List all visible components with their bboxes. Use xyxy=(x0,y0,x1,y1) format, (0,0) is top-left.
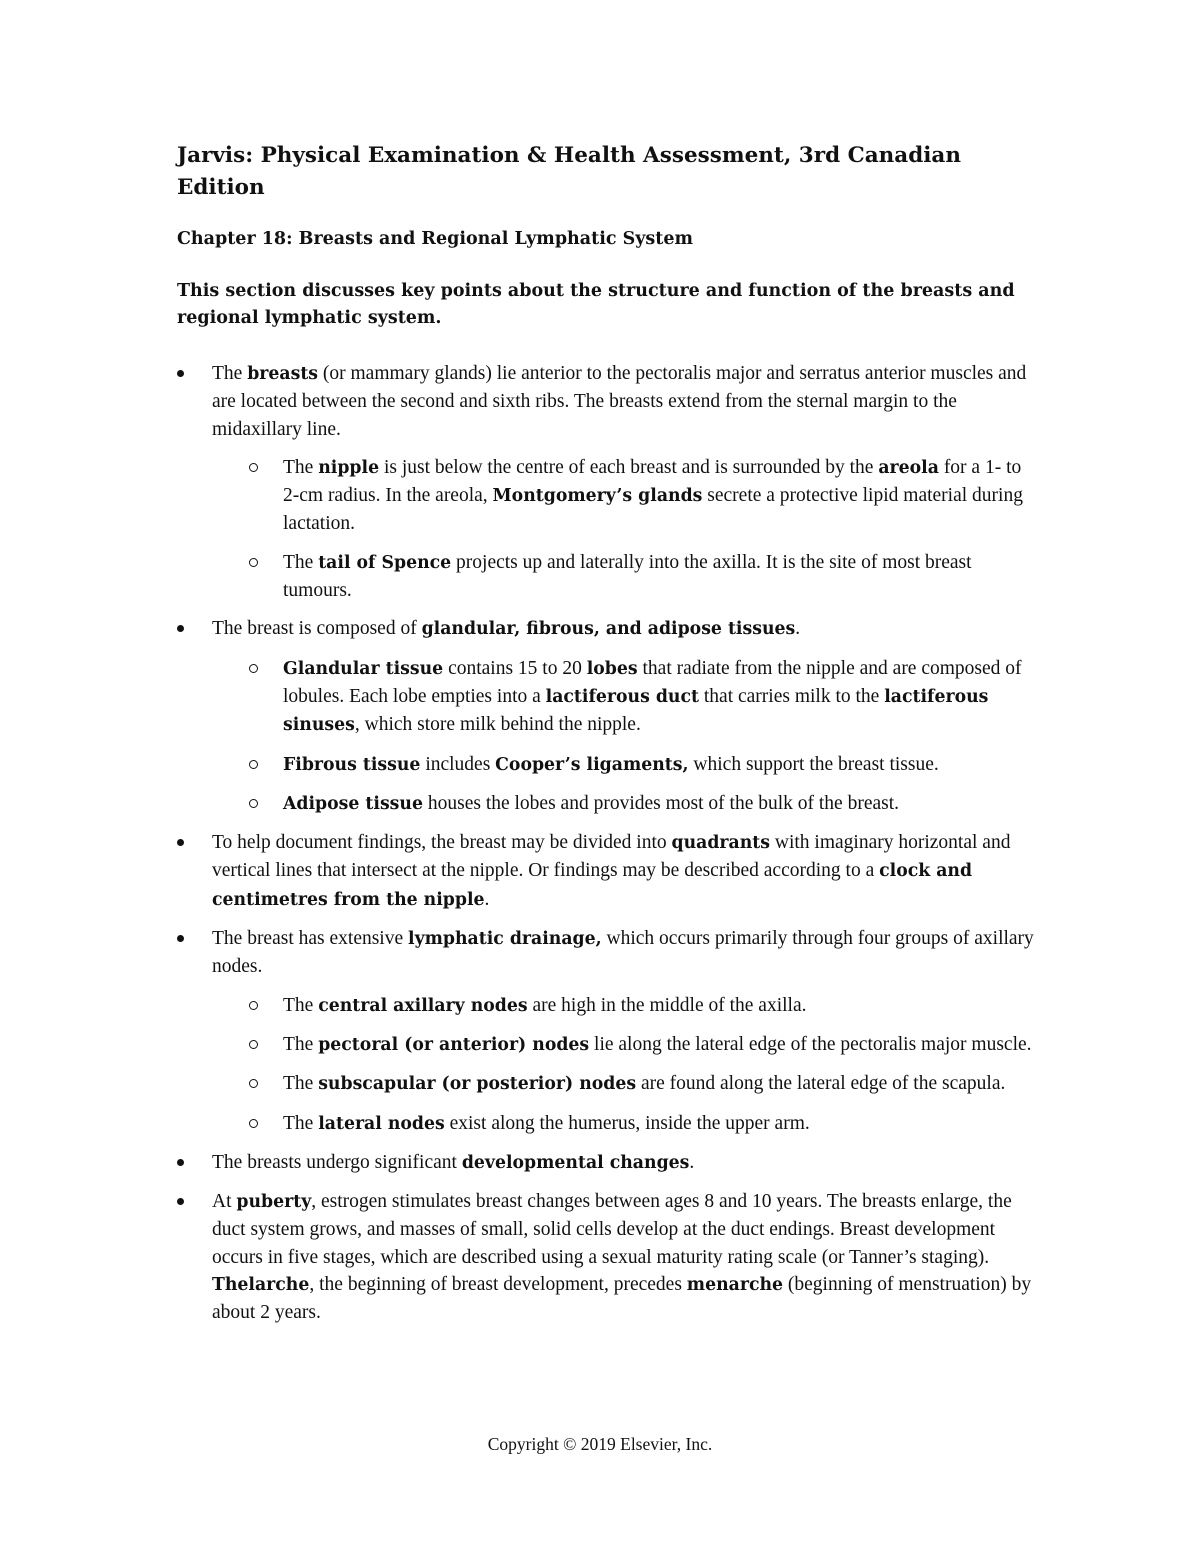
list-item-text xyxy=(212,1191,1031,1323)
bold-term: puberty xyxy=(236,1192,312,1213)
text-run: , the beginning of breast development, precedes xyxy=(309,1274,687,1296)
sub-list-item-text xyxy=(283,655,1037,740)
bold-term: Fibrous tissue xyxy=(283,754,421,775)
bold-term: lobes xyxy=(586,658,638,679)
text-run: projects up and laterally into the axilla. It is the site of most breast tumours. xyxy=(283,551,972,602)
bold-term: Glandular tissue xyxy=(283,658,444,679)
list-item-text xyxy=(212,928,1034,977)
text-run: with imaginary horizontal and vertical lines that intersect at the nipple. Or findings may be described according to a xyxy=(212,832,1011,882)
bold-term: Cooper’s ligaments, xyxy=(495,754,689,775)
text-run: The xyxy=(283,994,319,1016)
bold-term: central axillary nodes xyxy=(318,995,528,1016)
bold-term: lateral nodes xyxy=(318,1113,445,1134)
bullet-circle-icon xyxy=(249,1001,258,1010)
copyright-footer: Copyright © 2019 Elsevier, Inc. xyxy=(487,1434,713,1454)
list-item xyxy=(177,1149,1037,1177)
list-item xyxy=(177,925,1037,1138)
sub-list-item-text xyxy=(283,790,1037,818)
text-run: (or mammary glands) lie anterior to the pectoralis major and serratus anterior muscles and are located between the second and sixth ribs. The breasts extend from the sternal margin to the midaxillary line. xyxy=(212,363,1027,440)
text-run: houses the lobes and provides most of the bulk of the breast. xyxy=(422,792,900,814)
bold-term: pectoral (or anterior) nodes xyxy=(318,1034,590,1055)
bold-term: tail of Spence xyxy=(318,552,452,573)
text-run: exist along the humerus, inside the upper arm. xyxy=(444,1112,810,1134)
list-item-text xyxy=(212,363,1026,440)
bullet-circle-icon xyxy=(249,558,258,567)
list-item xyxy=(177,1188,1037,1326)
text-run: . xyxy=(484,888,490,910)
document-page xyxy=(177,140,1037,1338)
list-item xyxy=(177,829,1037,914)
text-run: lie along the lateral edge of the pectoralis major muscle. xyxy=(589,1033,1032,1055)
text-run: for a 1- to 2-cm radius. In the areola, xyxy=(283,456,1022,507)
sub-list-item-text xyxy=(283,751,1037,779)
bold-term: Montgomery’s glands xyxy=(492,486,703,507)
sub-list-item xyxy=(177,751,1037,779)
sub-list-item xyxy=(177,992,1037,1020)
text-run: To help document findings, the breast may be divided into xyxy=(212,832,672,854)
text-run: includes xyxy=(420,753,496,775)
sub-list-item xyxy=(177,1070,1037,1098)
sub-list xyxy=(177,992,1037,1138)
text-run: . xyxy=(795,618,801,640)
sub-list xyxy=(177,454,1037,604)
bullet-circle-icon xyxy=(249,1119,258,1128)
text-run: The xyxy=(283,1073,319,1095)
bullet-circle-icon xyxy=(249,664,258,673)
bold-term: subscapular (or posterior) nodes xyxy=(318,1074,637,1095)
bold-term: quadrants xyxy=(671,833,771,854)
text-run: The xyxy=(283,456,319,478)
sub-list-item xyxy=(177,549,1037,605)
bold-term: breasts xyxy=(247,364,319,384)
text-run: The breast is composed of xyxy=(212,618,422,640)
bullet-circle-icon xyxy=(249,760,258,769)
text-run: which support the breast tissue. xyxy=(688,753,939,775)
bullet-dot-icon xyxy=(177,839,184,846)
text-run: contains 15 to 20 xyxy=(443,657,587,679)
sub-list-item-text xyxy=(283,992,1037,1020)
bold-term: menarche xyxy=(686,1275,784,1296)
text-run: which occurs primarily through four groups of axillary nodes. xyxy=(212,928,1034,978)
bold-term: glandular, fibrous, and adipose tissues xyxy=(421,619,796,640)
text-run: are found along the lateral edge of the scapula. xyxy=(636,1073,1006,1095)
sub-list-item-text xyxy=(283,1031,1037,1059)
bold-term: areola xyxy=(878,457,939,478)
bold-term: lymphatic drainage, xyxy=(408,929,602,950)
bullet-circle-icon xyxy=(249,463,258,472)
sub-list-item xyxy=(177,1031,1037,1059)
bold-term: lactiferous duct xyxy=(545,686,699,707)
text-run: The xyxy=(283,1112,319,1134)
sub-list xyxy=(177,655,1037,818)
sub-list-item-text xyxy=(283,454,1037,538)
text-run: secrete a protective lipid material during lactation. xyxy=(283,485,1023,535)
bullet-dot-icon xyxy=(177,935,184,942)
sub-list-item xyxy=(177,1110,1037,1138)
list-item-text xyxy=(212,1152,694,1173)
sub-list-item xyxy=(177,454,1037,538)
list-item xyxy=(177,615,1037,818)
bullet-dot-icon xyxy=(177,370,184,377)
bullet-circle-icon xyxy=(249,1079,258,1088)
text-run: (beginning of menstruation) by about 2 years. xyxy=(212,1274,1032,1324)
sub-list-item-text xyxy=(283,549,1037,605)
text-run: . xyxy=(689,1151,695,1173)
list-item xyxy=(177,360,1037,604)
sub-list-item-text xyxy=(283,1070,1037,1098)
key-points-list xyxy=(177,360,1037,1327)
text-run: The xyxy=(283,1033,319,1055)
document-title: Jarvis: Physical Examination & Health Assessment, 3rd Canadian Edition xyxy=(177,143,961,200)
sub-list-item-text xyxy=(283,1110,1037,1138)
text-run: The xyxy=(283,551,319,573)
text-run: are high in the middle of the axilla. xyxy=(527,994,807,1016)
sub-list-item xyxy=(177,655,1037,740)
bullet-dot-icon xyxy=(177,1159,184,1166)
section-intro: This section discusses key points about the structure and function of the breasts and regional lymphatic system. xyxy=(177,281,1015,328)
text-run: , which store milk behind the nipple. xyxy=(354,714,641,736)
text-run: The breasts undergo significant xyxy=(212,1151,462,1173)
text-run: that radiate from the nipple and are composed of lobules. Each lobe empties into a xyxy=(283,657,1022,707)
text-run: At xyxy=(212,1191,237,1213)
text-run: is just below the centre of each breast and is surrounded by the xyxy=(379,456,879,478)
list-item-text xyxy=(212,832,1010,910)
bullet-dot-icon xyxy=(177,1198,184,1205)
bullet-dot-icon xyxy=(177,625,184,632)
bullet-circle-icon xyxy=(249,799,258,808)
text-run: that carries milk to the xyxy=(699,685,885,707)
bold-term: nipple xyxy=(318,457,380,478)
bold-term: clock and centimetres from the nipple xyxy=(212,861,973,910)
list-item-text xyxy=(212,618,800,639)
sub-list-item xyxy=(177,790,1037,818)
bold-term: lactiferous sinuses xyxy=(283,686,989,736)
bold-term: Thelarche xyxy=(212,1275,310,1296)
bold-term: Adipose tissue xyxy=(283,793,423,814)
text-run: The xyxy=(212,363,248,384)
chapter-heading: Chapter 18: Breasts and Regional Lymphatic System xyxy=(177,229,693,249)
bullet-circle-icon xyxy=(249,1040,258,1049)
bold-term: developmental changes xyxy=(461,1152,690,1173)
text-run: , estrogen stimulates breast changes between ages 8 and 10 years. The breasts enlarge, the duct system grows, and masses of small, solid cells develop at the duct endings. Breast development occurs in five stages, which are described using a sexual maturity rating scale (or Tanner’s staging). xyxy=(212,1191,1012,1268)
text-run: The breast has extensive xyxy=(212,928,409,950)
